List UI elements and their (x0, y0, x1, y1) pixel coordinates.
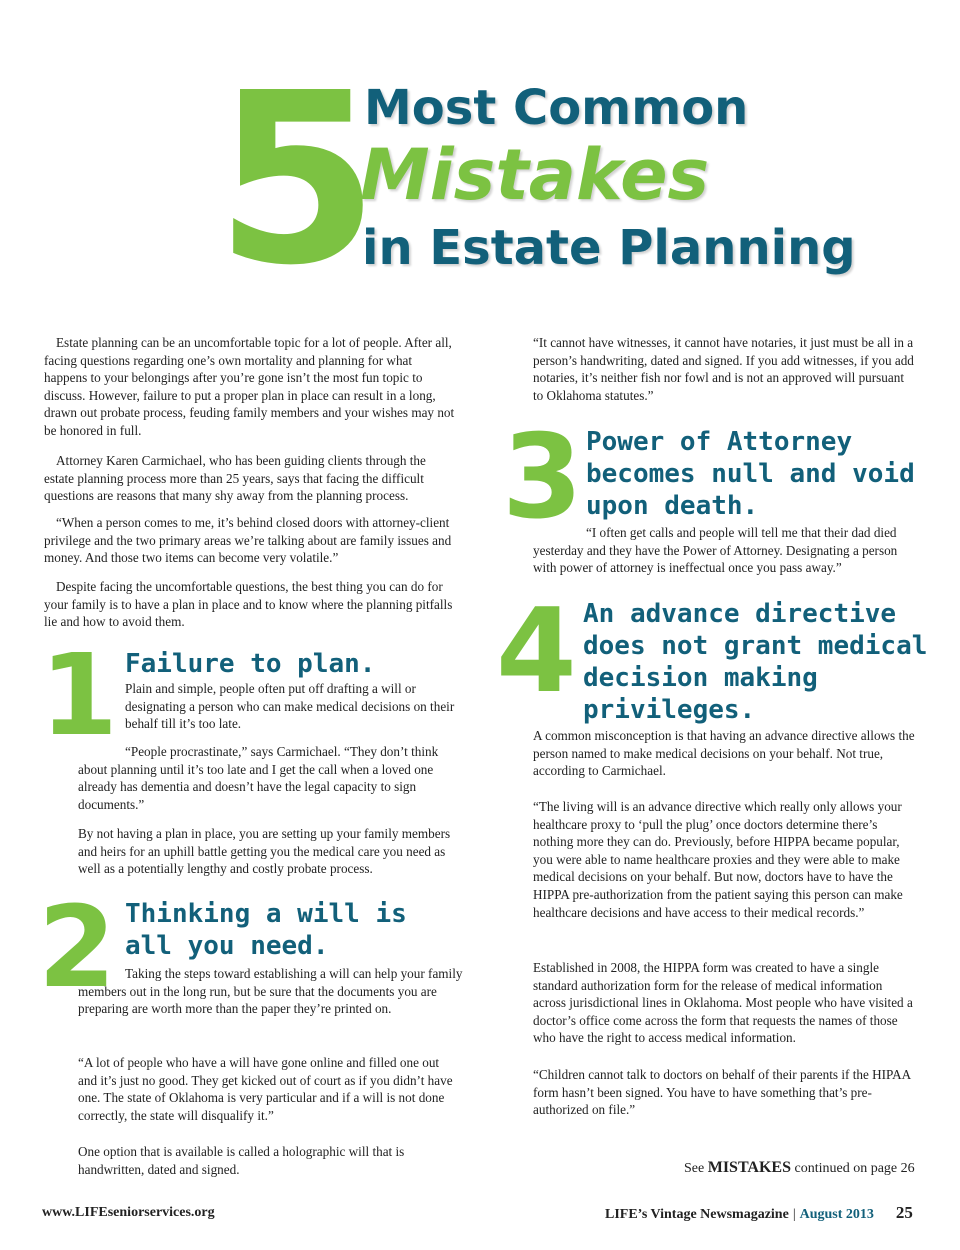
headline-line-1: Most Common (364, 80, 749, 136)
section-1-paragraph-3: By not having a plan in place, you are setting up your family members and heirs for an uphill battle getting you the medical care you need as well as a potentially lengthy and costly probate process. (78, 826, 451, 877)
section-2-number: 2 (38, 883, 116, 1013)
section-1-number: 1 (40, 631, 118, 761)
section-3-number: 3 (502, 410, 583, 545)
page-number: 25 (895, 1203, 913, 1222)
section-4-paragraph-2: “The living will is an advance directive which really only allows your healthcare proxy to ‘pull the plug’ once doctors determine there’s nothing more they can do. Previously, before HIPPA became popular, you were able to name healthcare proxies and they were able to make medical decisions on your behalf. But now, doctors have to have the HIPPA pre-authorization from the patient saying this person can make healthcare decisions and have access to their medical records.” (533, 799, 903, 920)
intro-paragraph-2: Attorney Karen Carmichael, who has been guiding clients through the estate planning process more than 25 years, says that facing the difficult questions are reasons that many shy away from the planning process. (44, 453, 426, 504)
section-4-title-line-4: privileges. (583, 695, 756, 725)
continued-prefix: See (684, 1161, 705, 1176)
section-3-paragraph-1: “I often get calls and people will tell me that their dad died yesterday and they have the Power of Attorney. Designating a person with power of attorney is ineffectual once you pass away.” (533, 525, 898, 576)
footer-publication: LIFE’s Vintage Newsmagazine (605, 1207, 789, 1222)
section-2-paragraph-1: Taking the steps toward establishing a will can help your family members out in the long run, but be sure that the documents you are preparing are worth more than the paper they’re printed on. (78, 966, 463, 1017)
section-2-title-line-1: Thinking a will is (125, 899, 407, 929)
headline-number: 5 (215, 42, 380, 317)
continued-suffix: continued on page 26 (794, 1161, 915, 1176)
section-2-paragraph-2: “A lot of people who have a will have gone online and filled one out and it’s just no good. They get kicked out of court as if you didn’t have one. The state of Oklahoma is very particular and if a will is not done correctly, the state will disqualify it.” (78, 1055, 453, 1123)
section-3-title-line-2: becomes null and void (586, 459, 915, 489)
continued-keyword: MISTAKES (707, 1159, 791, 1176)
intro-paragraph-3: “When a person comes to me, it’s behind closed doors with attorney-client privilege and the two primary areas we’re talking about are family issues and money. And those two items can become very volatile.” (44, 515, 452, 566)
section-1-title: Failure to plan. (125, 649, 376, 679)
section-2-title-line-2: all you need. (125, 931, 329, 961)
headline-line-3: in Estate Planning (362, 220, 856, 276)
section-4-paragraph-3: Established in 2008, the HIPPA form was created to have a single standard authorization form for the release of medical information across jurisdictional lines in Oklahoma. Most people who have visited a doctor’s office come across the form that requests the names of those who have the right to access medical information. (533, 960, 913, 1046)
section-4-paragraph-1: A common misconception is that having an advance directive allows the person named to make medical decisions on your behalf. Not true, according to Carmichael. (533, 728, 915, 779)
section-4-title-line-2: does not grant medical (583, 631, 928, 661)
footer-website[interactable]: www.LIFEseniorservices.org (42, 1205, 215, 1220)
section-4-title-line-3: decision making (583, 663, 818, 693)
intro-paragraph-1: Estate planning can be an uncomfortable topic for a lot of people. After all, facing questions regarding one’s own mortality and planning for what happens to your belongings after you’re gone isn’t the most fun topic to discuss. However, failure to put a proper plan in place can result in a long, drawn out probate process, feuding family members and your wishes may not be honored in full. (44, 335, 455, 438)
section-4-title-line-1: An advance directive (583, 599, 897, 629)
section-3-title-line-1: Power of Attorney (586, 427, 853, 457)
section-1-paragraph-2: “People procrastinate,” says Carmichael. “They don’t think about planning until it’s too late and I get the call when a loved one already has dementia and doesn’t have the legal capacity to sign documents.” (78, 744, 439, 812)
section-2-paragraph-3: One option that is available is called a holographic will that is handwritten, dated and signed. (78, 1144, 405, 1177)
section-4-paragraph-4: “Children cannot talk to doctors on behalf of their parents if the HIPAA form hasn’t been signed. You have to have something that’s pre-authorized on file.” (533, 1067, 911, 1118)
headline-line-2: Mistakes (360, 134, 710, 216)
section-3-lead-in: “It cannot have witnesses, it cannot have notaries, it just must be all in a person’s handwriting, dated and signed. If you add witnesses, if you add notaries, it’s neither fish nor fowl and is not an approved will pursuant to Oklahoma statutes.” (533, 335, 914, 403)
section-4-number: 4 (496, 584, 577, 719)
footer-separator: | (792, 1207, 796, 1222)
intro-paragraph-4: Despite facing the uncomfortable questions, the best thing you can do for your family is to have a plan in place and to know where the planning pitfalls lie and how to avoid them. (44, 579, 453, 630)
footer-issue: August 2013 (799, 1207, 874, 1222)
continued-notice (684, 1159, 915, 1177)
section-3-title-line-3: upon death. (586, 491, 759, 521)
footer-publication-info (605, 1203, 913, 1223)
section-1-paragraph-1: Plain and simple, people often put off drafting a will or designating a person who can make medical decisions on their behalf till it’s too late. (125, 681, 455, 732)
